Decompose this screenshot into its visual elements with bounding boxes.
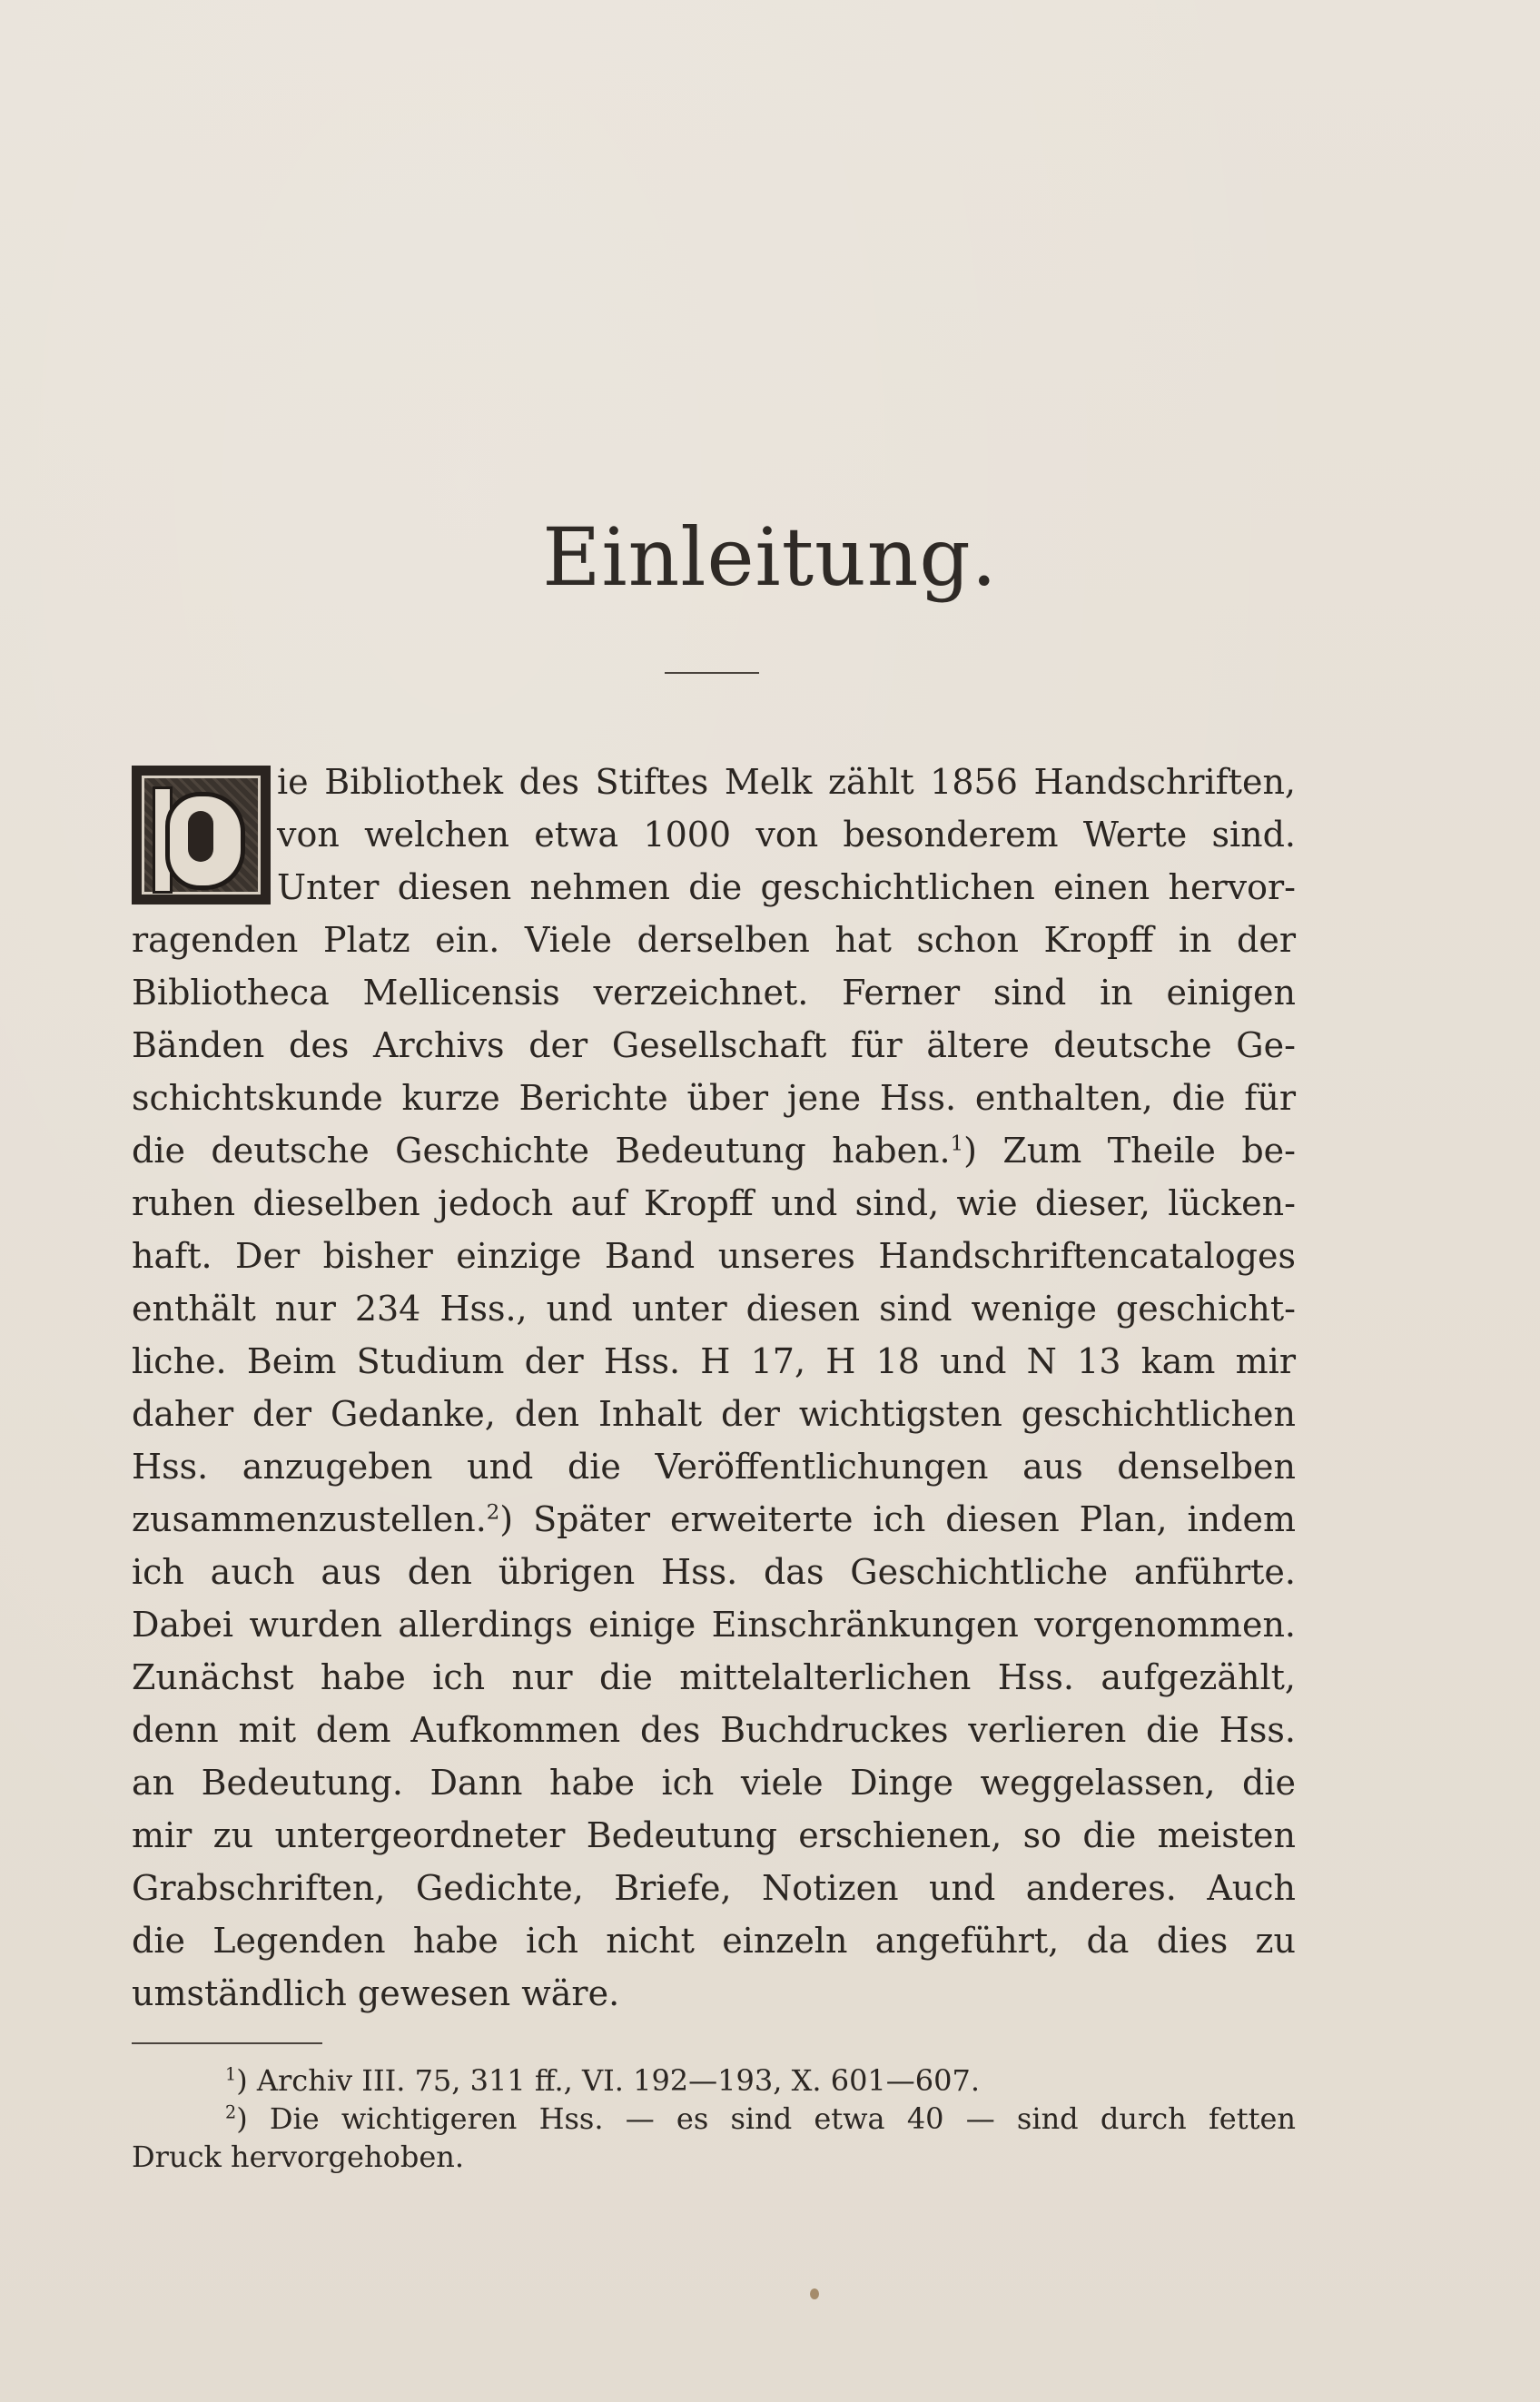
text-line: ie Bibliothek des Stiftes Melk zählt 1856 Handschriften, [277,762,1296,802]
text-line: ragenden Platz ein. Viele derselben hat schon Kropff in der [132,920,1296,960]
text-line: ich auch aus den übrigen Hss. das Geschichtliche anführte. [132,1552,1296,1592]
line-text: zusammenzustellen. [132,1499,487,1539]
line-text: die deutsche Geschichte Bedeutung haben. [132,1131,951,1171]
heading-rule [665,672,759,674]
text-line [132,1493,1296,1546]
footnote-2 [132,2100,1296,2138]
text-line: mir zu untergeordneter Bedeutung erschienen, so die meisten [132,1815,1296,1855]
text-line: die Legenden habe ich nicht einzeln angeführt, da dies zu [132,1921,1296,1961]
text-line: Dabei wurden allerdings einige Einschränkungen vorgenommen. [132,1605,1296,1645]
text-line: von welchen etwa 1000 von besonderem Werte sind. [277,815,1296,855]
text-line: Unter diesen nehmen die geschichtlichen einen hervor- [277,867,1296,907]
text-line: Zunächst habe ich nur die mittelalterlichen Hss. aufgezählt, [132,1657,1296,1697]
footnote-ref: 2 [486,1500,500,1525]
text-line: Bänden des Archivs der Gesellschaft für ältere deutsche Ge- [132,1025,1296,1065]
footnote-2-cont: Druck hervorgehoben. [132,2140,465,2174]
paper-speck [810,2288,819,2299]
text-line: daher der Gedanke, den Inhalt der wichtigsten geschichtlichen [132,1394,1296,1434]
chapter-heading: Einleitung. [542,510,998,604]
footnote-ref: 1 [950,1132,964,1156]
text-line: ruhen dieselben jedoch auf Kropff und sind, wie dieser, lücken- [132,1183,1296,1223]
footnote-mark: 2 [225,2101,237,2123]
text-line [132,1124,1296,1177]
line-text-tail: ) Später erweiterte ich diesen Plan, indem [499,1499,1296,1539]
text-line: liche. Beim Studium der Hss. H 17, H 18 und N 13 kam mir [132,1341,1296,1381]
text-line: schichtskunde kurze Berichte über jene Hss. enthalten, die für [132,1078,1296,1118]
footnote-text: ) Archiv III. 75, 311 ff., VI. 192—193, X. 601—607. [236,2063,981,2098]
line-text-tail: ) Zum Theile be- [963,1131,1297,1171]
text-line: an Bedeutung. Dann habe ich viele Dinge weggelassen, die [132,1763,1296,1803]
text-line: enthält nur 234 Hss., und unter diesen sind wenige geschicht- [132,1289,1296,1329]
footnote-text: ) Die wichtigeren Hss. — es sind etwa 40 — sind durch fetten [236,2101,1296,2136]
text-line: denn mit dem Aufkommen des Buchdruckes verlieren die Hss. [132,1710,1296,1750]
text-line: Hss. anzugeben und die Veröffentlichungen aus denselben [132,1447,1296,1487]
text-line: umständlich gewesen wäre. [132,1973,620,2013]
footnote-1 [132,2061,1296,2100]
footnote-rule [132,2042,322,2044]
footnotes [132,2061,1296,2176]
body-text [132,756,1296,2020]
text-line: Bibliotheca Mellicensis verzeichnet. Ferner sind in einigen [132,973,1296,1013]
text-line: haft. Der bisher einzige Band unseres Handschriftencataloges [132,1236,1296,1276]
footnote-mark: 1 [225,2063,237,2085]
text-line: Grabschriften, Gedichte, Briefe, Notizen und anderes. Auch [132,1868,1296,1908]
